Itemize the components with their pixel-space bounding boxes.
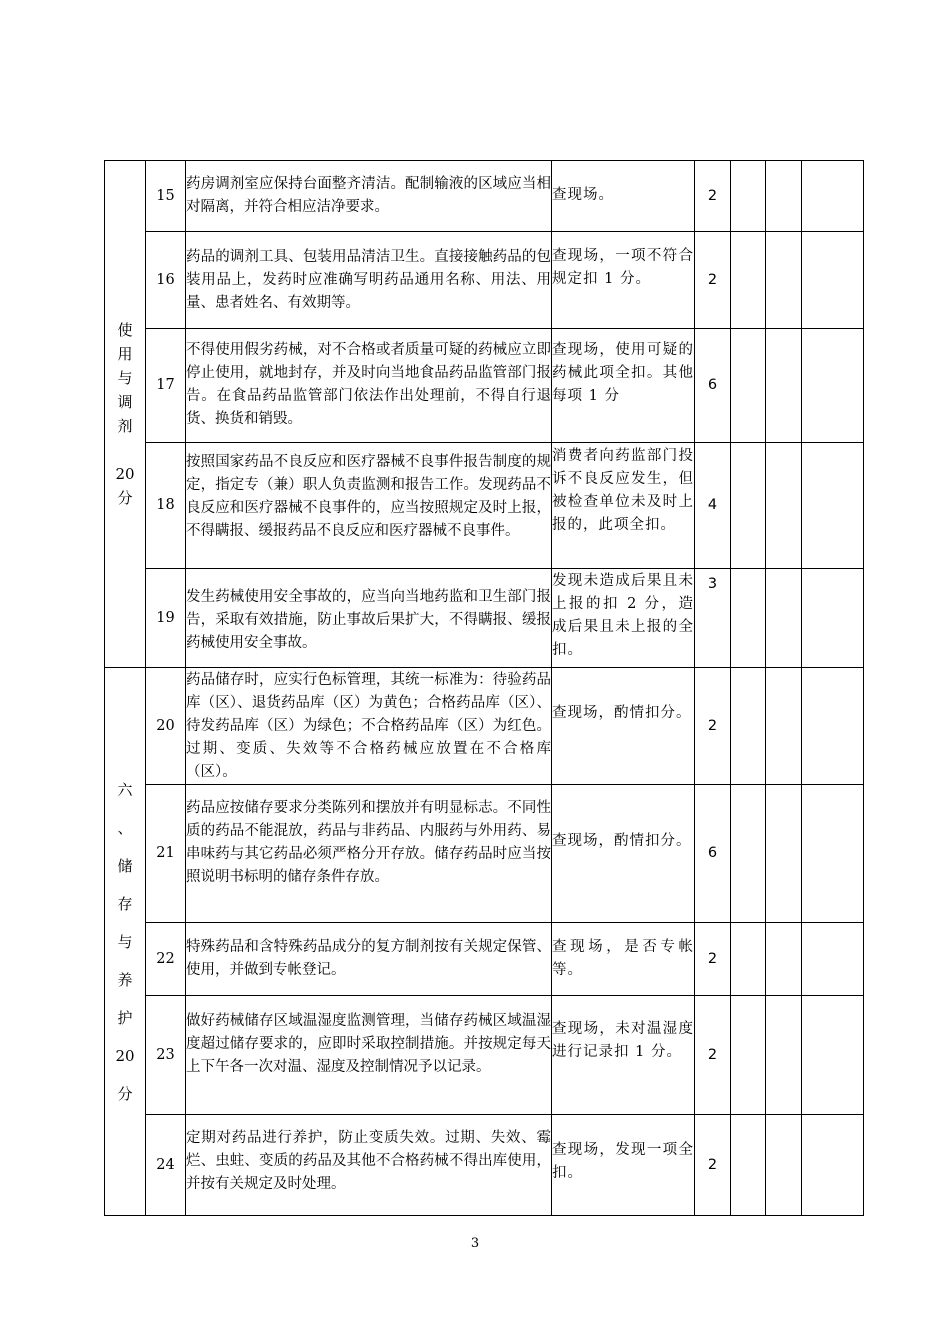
item-score: 2 — [695, 996, 731, 1115]
item-content: 药房调剂室应保持台面整齐清洁。配制输液的区域应当相对隔离，并符合相应洁净要求。 — [186, 161, 552, 232]
blank-cell — [766, 569, 802, 668]
blank-cell — [802, 443, 864, 569]
blank-cell — [731, 996, 766, 1115]
item-number: 20 — [146, 668, 186, 785]
item-content: 药品应按储存要求分类陈列和摆放并有明显标志。不同性质的药品不能混放，药品与非药品、内服药与外用药、易串味药与其它药品必须严格分开存放。储存药品时应当按照说明书标明的储存条件存放。 — [186, 785, 552, 923]
check-method: 查现场，是否专帐等。 — [552, 923, 695, 996]
blank-cell — [802, 996, 864, 1115]
blank-cell — [766, 161, 802, 232]
check-method: 查现场，酌情扣分。 — [552, 668, 695, 785]
check-method: 消费者向药监部门投诉不良反应发生，但被检查单位未及时上报的，此项全扣。 — [552, 443, 695, 569]
item-score: 3 — [695, 569, 731, 668]
section-label-cell — [105, 668, 146, 1216]
blank-cell — [802, 1115, 864, 1216]
section-label: 六 、 储 存 与 养 护 20 分 — [115, 780, 135, 1103]
blank-cell — [731, 1115, 766, 1216]
item-score: 6 — [695, 785, 731, 923]
check-method: 查现场，发现一项全扣。 — [552, 1115, 695, 1216]
blank-cell — [766, 785, 802, 923]
table-row — [105, 329, 864, 443]
item-content: 定期对药品进行养护，防止变质失效。过期、失效、霉烂、虫蛀、变质的药品及其他不合格药械不得出库使用，并按有关规定及时处理。 — [186, 1115, 552, 1216]
check-method: 查现场，一项不符合规定扣 1 分。 — [552, 232, 695, 329]
blank-cell — [731, 785, 766, 923]
item-score: 2 — [695, 668, 731, 785]
table-row — [105, 785, 864, 923]
item-score: 2 — [695, 232, 731, 329]
blank-cell — [766, 923, 802, 996]
inspection-table — [104, 160, 864, 1216]
item-number: 16 — [146, 232, 186, 329]
table-row — [105, 1115, 864, 1216]
section-label: 使 用 与 调 剂 20 分 — [115, 321, 135, 507]
table-row — [105, 668, 864, 785]
blank-cell — [766, 232, 802, 329]
blank-cell — [731, 923, 766, 996]
blank-cell — [802, 668, 864, 785]
blank-cell — [766, 1115, 802, 1216]
check-method: 查现场，未对温湿度进行记录扣 1 分。 — [552, 996, 695, 1115]
blank-cell — [802, 785, 864, 923]
blank-cell — [766, 668, 802, 785]
item-content: 做好药械储存区域温湿度监测管理，当储存药械区域温湿度超过储存要求的，应即时采取控制措施。并按规定每天上下午各一次对温、湿度及控制情况予以记录。 — [186, 996, 552, 1115]
table-row — [105, 232, 864, 329]
blank-cell — [802, 161, 864, 232]
item-content: 不得使用假劣药械，对不合格或者质量可疑的药械应立即停止使用，就地封存，并及时向当地食品药品监管部门报告。在食品药品监管部门依法作出处理前，不得自行退货、换货和销毁。 — [186, 329, 552, 443]
item-number: 23 — [146, 996, 186, 1115]
check-method: 发现未造成后果且未上报的扣 2 分，造成后果且未上报的全扣。 — [552, 569, 695, 668]
blank-cell — [802, 232, 864, 329]
blank-cell — [802, 923, 864, 996]
blank-cell — [731, 161, 766, 232]
item-content: 发生药械使用安全事故的，应当向当地药监和卫生部门报告，采取有效措施，防止事故后果扩大，不得瞒报、缓报药械使用安全事故。 — [186, 569, 552, 668]
table-row — [105, 443, 864, 569]
item-content: 药品储存时，应实行色标管理，其统一标准为：待验药品库（区）、退货药品库（区）为黄色；合格药品库（区）、待发药品库（区）为绿色；不合格药品库（区）为红色。过期、变质、失效等不合格药械应放置在不合格库（区）。 — [186, 668, 552, 785]
item-number: 15 — [146, 161, 186, 232]
blank-cell — [766, 329, 802, 443]
item-score: 4 — [695, 443, 731, 569]
blank-cell — [731, 443, 766, 569]
item-content: 按照国家药品不良反应和医疗器械不良事件报告制度的规定，指定专（兼）职人负责监测和报告工作。发现药品不良反应和医疗器械不良事件的，应当按照规定及时上报，不得瞒报、缓报药品不良反应和医疗器械不良事件。 — [186, 443, 552, 569]
item-score: 2 — [695, 923, 731, 996]
section-label-cell — [105, 161, 146, 668]
item-number: 24 — [146, 1115, 186, 1216]
check-method: 查现场，酌情扣分。 — [552, 785, 695, 923]
blank-cell — [731, 569, 766, 668]
blank-cell — [802, 569, 864, 668]
item-score: 6 — [695, 329, 731, 443]
item-number: 21 — [146, 785, 186, 923]
table-row — [105, 161, 864, 232]
item-number: 19 — [146, 569, 186, 668]
check-method: 查现场。 — [552, 161, 695, 232]
page-number: 3 — [470, 1236, 480, 1251]
table-row — [105, 923, 864, 996]
item-score: 2 — [695, 161, 731, 232]
blank-cell — [802, 329, 864, 443]
check-method: 查现场，使用可疑的药械此项全扣。其他每项 1 分 — [552, 329, 695, 443]
blank-cell — [731, 232, 766, 329]
item-number: 22 — [146, 923, 186, 996]
blank-cell — [766, 443, 802, 569]
item-content: 特殊药品和含特殊药品成分的复方制剂按有关规定保管、使用，并做到专帐登记。 — [186, 923, 552, 996]
blank-cell — [731, 668, 766, 785]
item-number: 17 — [146, 329, 186, 443]
blank-cell — [731, 329, 766, 443]
table-row — [105, 996, 864, 1115]
item-score: 2 — [695, 1115, 731, 1216]
item-number: 18 — [146, 443, 186, 569]
table-row — [105, 569, 864, 668]
item-content: 药品的调剂工具、包装用品清洁卫生。直接接触药品的包装用品上，发药时应准确写明药品通用名称、用法、用量、患者姓名、有效期等。 — [186, 232, 552, 329]
blank-cell — [766, 996, 802, 1115]
